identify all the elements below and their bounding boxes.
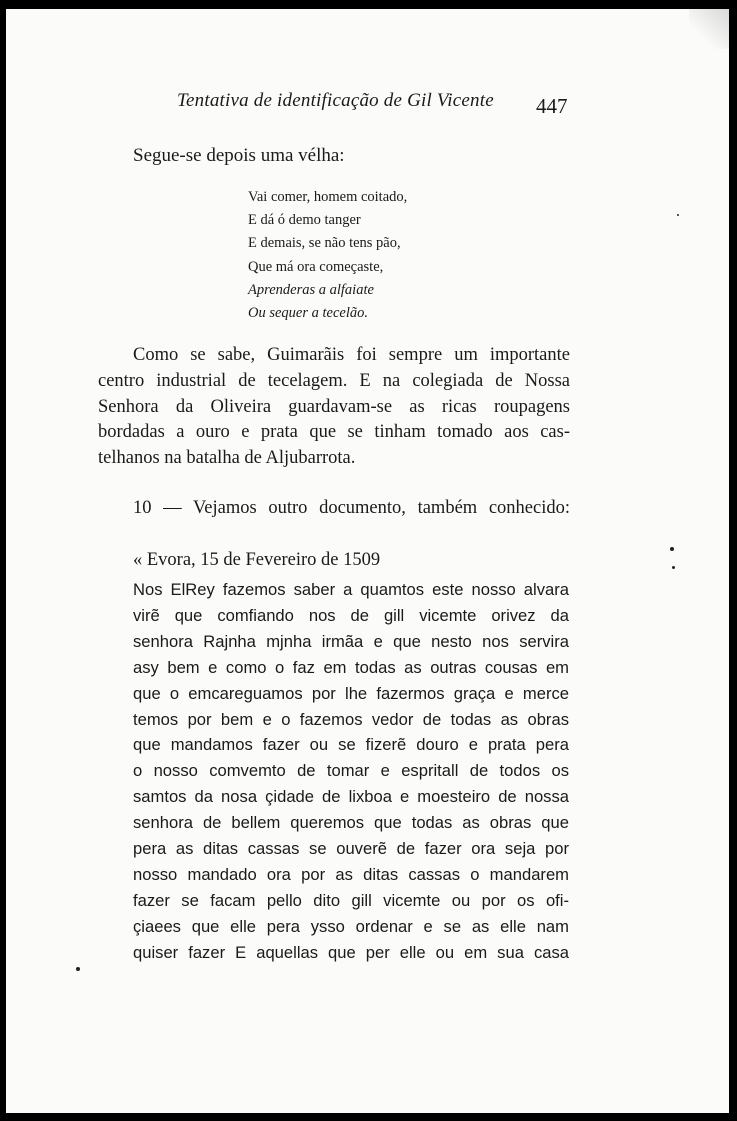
ink-speck (672, 566, 675, 569)
document-line: çiaees que elle pera ysso ordenar e se as elle nam (133, 916, 569, 936)
document-line: senhora de bellem queremos que todas as obras que (133, 813, 569, 833)
paragraph-guimaraes (98, 343, 570, 472)
poem-line: E dá ó demo tanger (248, 212, 361, 229)
paragraph-line: telhanos na batalha de Aljubarrota. (98, 448, 356, 469)
document-line: pera as ditas cassas se ouverẽ de fazer ora seja por (133, 839, 569, 859)
document-line: nosso mandado ora por as ditas cassas o mandarem (133, 864, 569, 884)
document-line: que mandamos fazer ou se fizerẽ douro e prata pera (133, 735, 569, 755)
running-header: Tentativa de identificação de Gil Vicente (177, 90, 494, 111)
quoted-document (133, 577, 569, 966)
paragraph-line: Como se sabe, Guimarãis foi sempre um importante (133, 345, 570, 365)
poem-line: Vai comer, homem coitado, (248, 189, 408, 205)
document-line: senhora Rajnha mjnha irmãa e que nesto nos servira (133, 631, 569, 651)
document-line: que o emcareguamos por lhe fazermos graça e merce (133, 683, 569, 703)
document-line: quiser fazer E aquellas que per elle ou em sua casa (133, 942, 569, 962)
poem-line: Que má ora começaste, (248, 258, 384, 275)
document-line: fazer se facam pello dito gill vicemte ou por os ofi- (133, 890, 569, 910)
poem-line: Aprenderas a alfaiate (248, 281, 374, 298)
document-line: samtos da nosa çidade de lixboa e moesteiro de nossa (133, 787, 569, 807)
ink-speck (76, 967, 80, 971)
poem-stanza (248, 186, 407, 325)
document-line: virẽ que comfiando nos de gill vicemte orivez da (133, 605, 569, 625)
document-line: temos por bem e o fazemos vedor de todas as obras (133, 709, 569, 729)
poem-line: Ou sequer a tecelão. (248, 305, 368, 322)
poem-line: E demais, se não tens pão, (248, 235, 401, 252)
document-line: asy bem e como o faz em todas as outras cousas em (133, 657, 569, 677)
intro-line: Segue-se depois uma vélha: (133, 145, 345, 166)
document-line: o nosso comvemto de tomar e espritall de todos os (133, 761, 569, 781)
paragraph-line: bordadas a ouro e prata que se tinham tomado aos cas- (98, 422, 570, 443)
paragraph-line: 10 — Vejamos outro documento, também conhecido: (133, 498, 570, 518)
paragraph-line: Senhora da Oliveira guardavam-se as ricas roupagens (98, 396, 570, 417)
document-line: Nos ElRey fazemos saber a quamtos este nosso alvara (133, 580, 569, 599)
document-date: « Evora, 15 de Fevereiro de 1509 (133, 550, 381, 570)
paragraph-line: centro industrial de tecelagem. E na colegiada de Nossa (98, 370, 570, 391)
page-number: 447 (536, 94, 568, 118)
ink-speck (677, 214, 679, 216)
ink-speck (670, 547, 674, 551)
paragraph-section-10 (133, 496, 570, 522)
